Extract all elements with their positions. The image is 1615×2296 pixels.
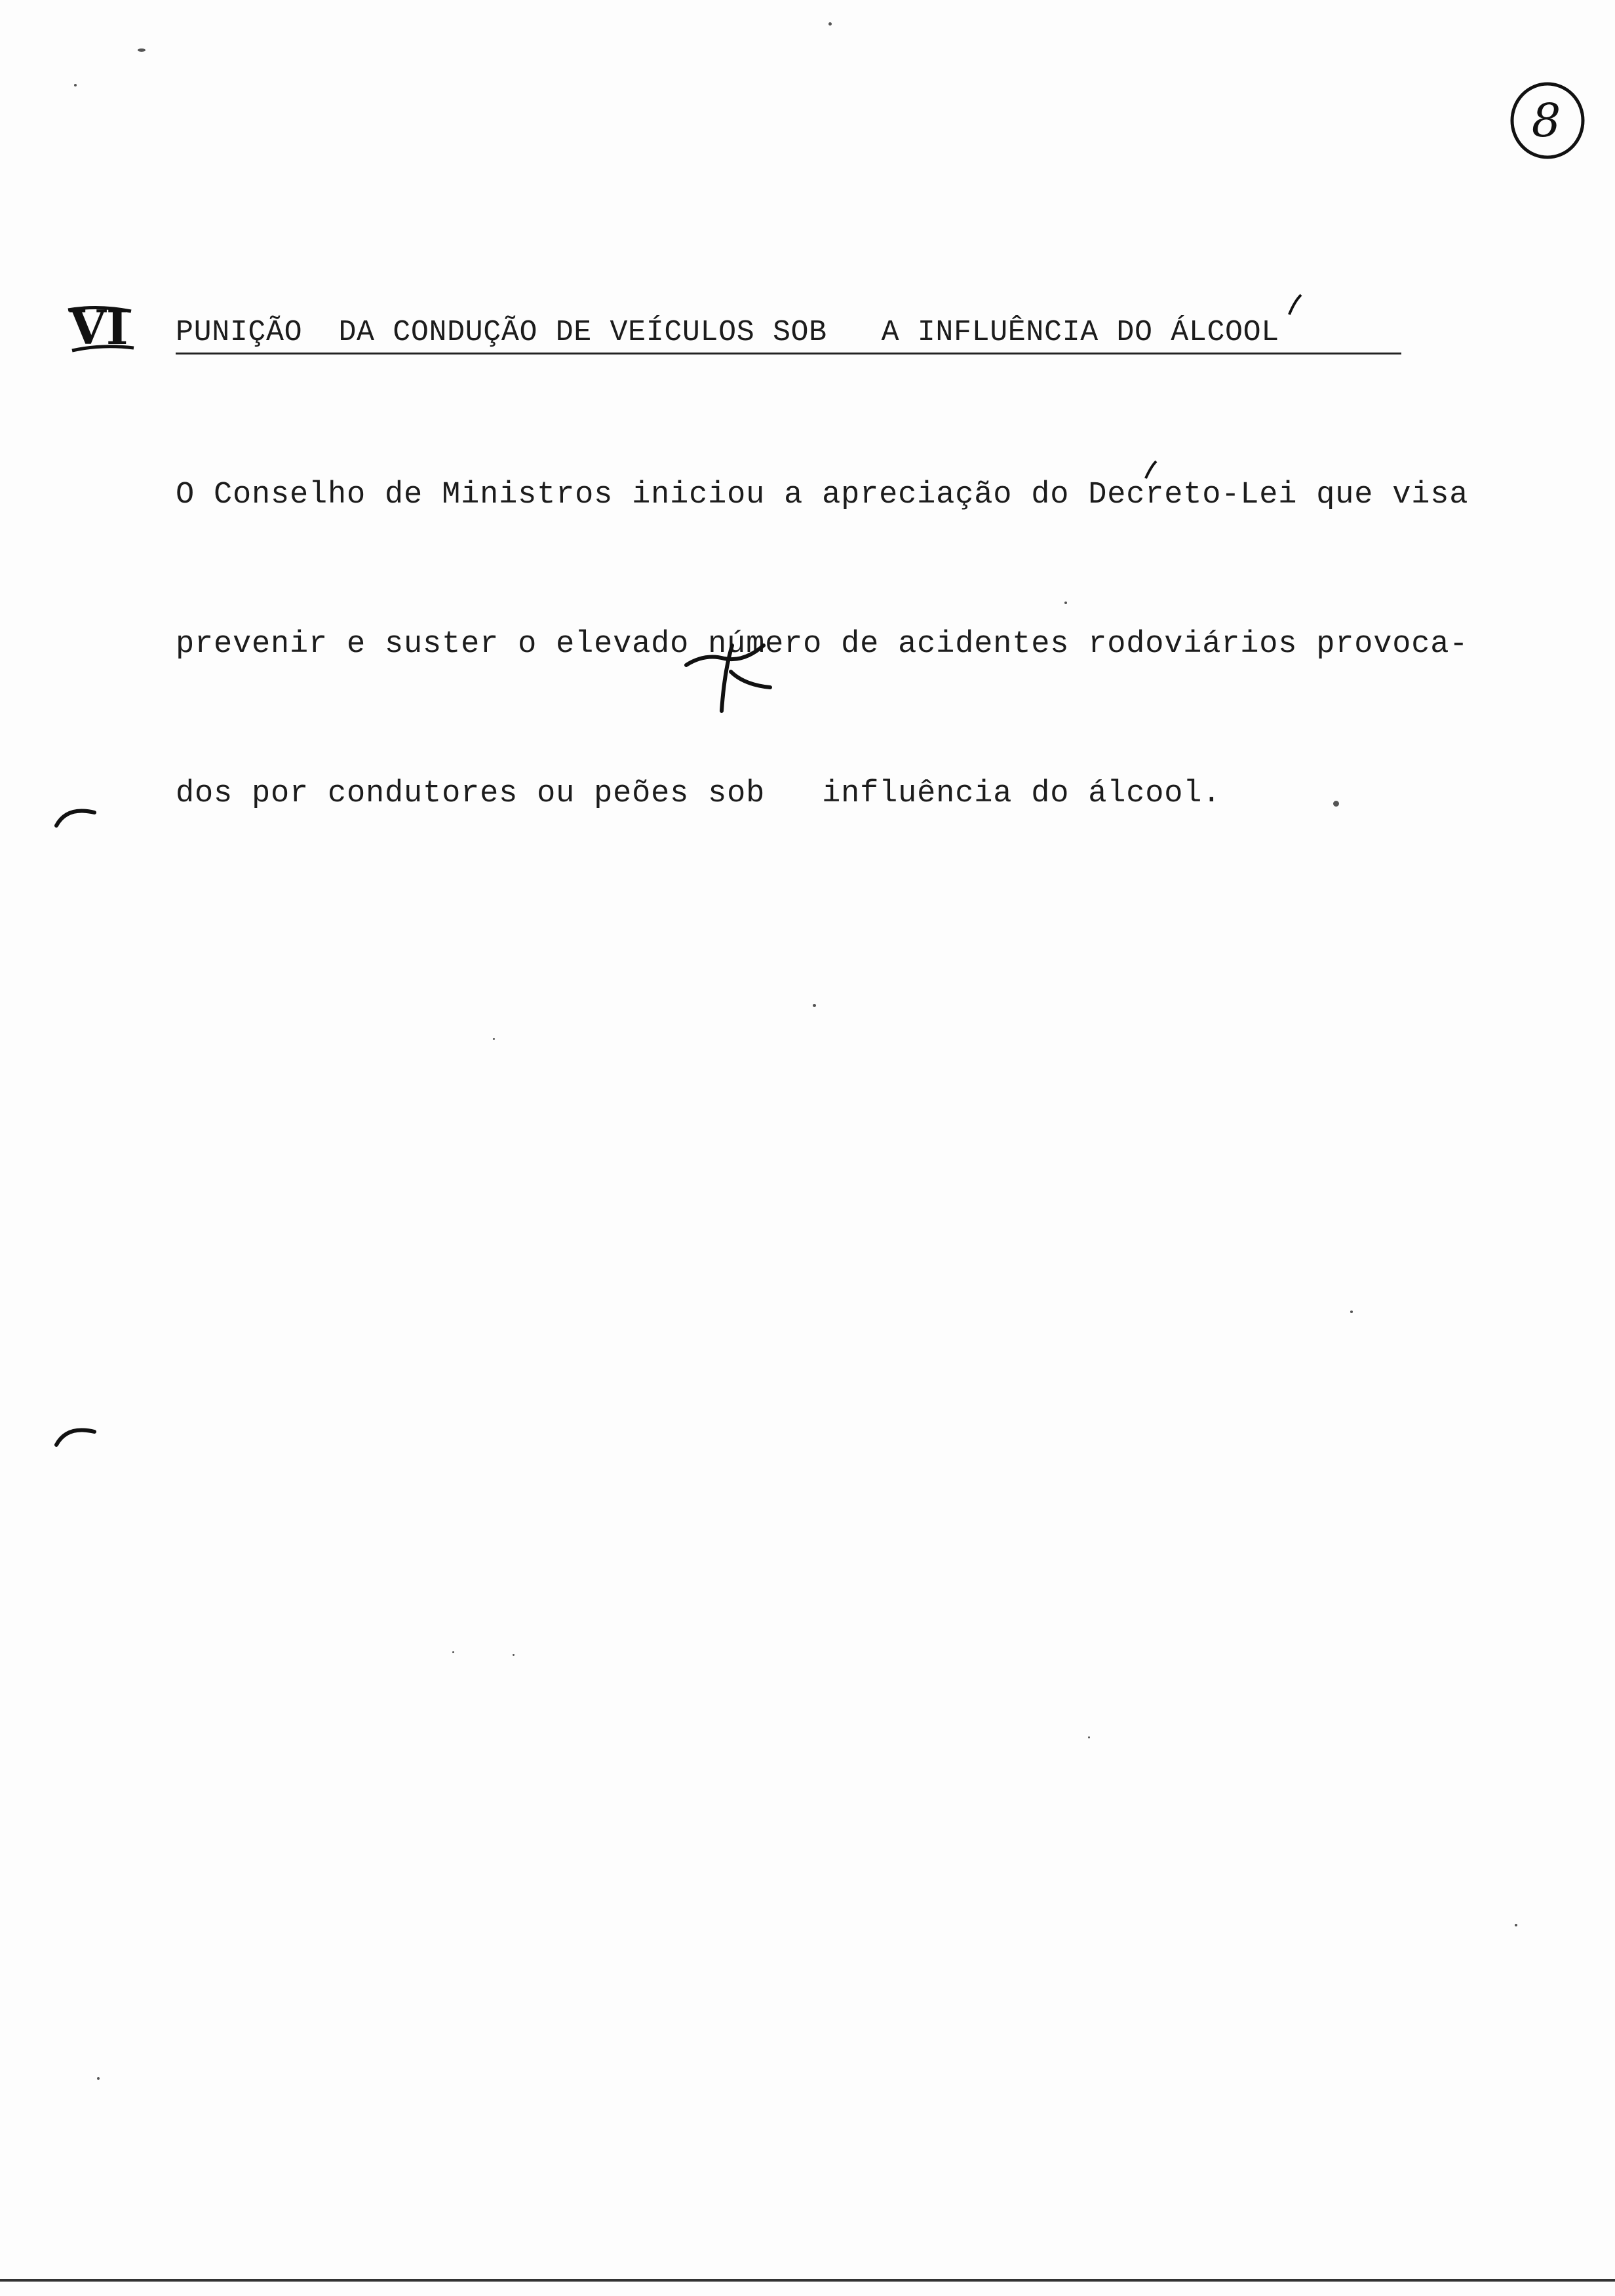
section-title: PUNIÇÃO DA CONDUÇÃO DE VEÍCULOS SOB A INFLUÊNCIA DO ÁLCOOL <box>176 313 1401 354</box>
scan-speck <box>138 48 146 52</box>
handwritten-x-mark <box>678 639 783 718</box>
scan-speck <box>1333 801 1339 807</box>
binding-mark-lower <box>54 1419 106 1451</box>
scan-speck <box>493 1038 495 1040</box>
svg-text:VI: VI <box>69 299 128 355</box>
scan-speck <box>74 84 77 86</box>
body-line: dos por condutores ou peões sob influência do álcool. <box>176 776 1222 811</box>
section-numeral-handwritten <box>66 298 138 357</box>
body-line: O Conselho de Ministros iniciou a apreciação do Decreto-Lei que visa <box>176 478 1469 512</box>
page-bottom-edge <box>0 2279 1615 2282</box>
svg-text:8: 8 <box>1531 94 1561 147</box>
scan-speck <box>828 22 832 26</box>
scan-speck <box>1350 1311 1353 1313</box>
scan-speck <box>513 1654 515 1656</box>
circled-page-number <box>1504 79 1589 164</box>
scan-speck <box>1515 1924 1517 1926</box>
binding-mark-upper <box>54 799 106 832</box>
body-line: prevenir e suster o elevado número de acidentes rodoviários provoca- <box>176 627 1469 662</box>
scan-speck <box>1088 1736 1090 1738</box>
scan-speck <box>813 1004 816 1007</box>
body-paragraph <box>176 371 1559 919</box>
scan-speck <box>452 1651 454 1653</box>
scan-speck <box>1064 602 1067 604</box>
scan-speck <box>97 2077 100 2080</box>
